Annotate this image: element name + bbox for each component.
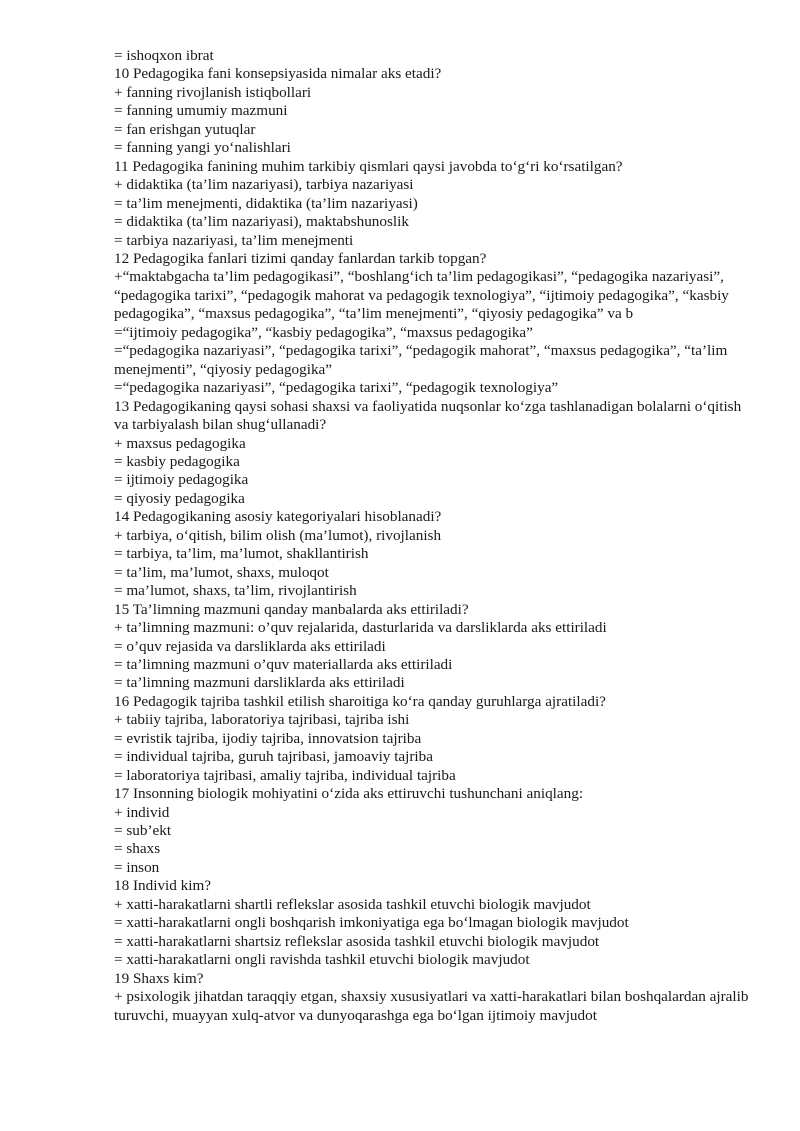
question-18: 18 Individ kim?	[114, 877, 212, 895]
answer-option: = ta’limning mazmuni o’quv materiallarda aks ettiriladi	[114, 655, 453, 673]
answer-option: =“pedagogika nazariyasi”, “pedagogika tarixi”, “pedagogik mahorat”, “maxsus pedagogika”, “ta’lim menejmenti”, “qiyosiy pedagogika”	[114, 342, 728, 378]
answer-option: = fan erishgan yutuqlar	[114, 120, 256, 138]
answer-option: + individ	[114, 803, 170, 821]
question-10: 10 Pedagogika fani konsepsiyasida nimalar aks etadi?	[114, 65, 442, 83]
question-16: 16 Pedagogik tajriba tashkil etilish sharoitiga ko‘ra qanday guruhlarga ajratiladi?	[114, 692, 606, 710]
answer-option: + didaktika (ta’lim nazariyasi), tarbiya nazariyasi	[114, 176, 414, 194]
question-14: 14 Pedagogikaning asosiy kategoriyalari hisoblanadi?	[114, 508, 442, 526]
answer-option: = xatti-harakatlarni ongli boshqarish imkoniyatiga ega bo‘lmagan biologik mavjudot	[114, 914, 629, 932]
answer-option: = inson	[114, 858, 160, 876]
answer-option: = tarbiya, ta’lim, ma’lumot, shakllantirish	[114, 545, 369, 563]
answer-option: + maxsus pedagogika	[114, 434, 246, 452]
question-17: 17 Insonning biologik mohiyatini o‘zida aks ettiruvchi tushunchani aniqlang:	[114, 785, 584, 803]
answer-option: = kasbiy pedagogika	[114, 452, 240, 470]
answer-option: =“pedagogika nazariyasi”, “pedagogika tarixi”, “pedagogik texnologiya”	[114, 379, 559, 397]
answer-option: = xatti-harakatlarni ongli ravishda tashkil etuvchi biologik mavjudot	[114, 951, 530, 969]
answer-option: = ijtimoiy pedagogika	[114, 471, 249, 489]
answer-option: + ta’limning mazmuni: o’quv rejalarida, dasturlarida va darsliklarda aks ettiriladi	[114, 619, 607, 637]
question-12: 12 Pedagogika fanlari tizimi qanday fanlardan tarkib topgan?	[114, 249, 487, 267]
answer-option: = evristik tajriba, ijodiy tajriba, innovatsion tajriba	[114, 729, 422, 747]
question-11: 11 Pedagogika fanining muhim tarkibiy qismlari qaysi javobda to‘g‘ri ko‘rsatilgan?	[114, 157, 623, 175]
answer-option: = ta’lim menejmenti, didaktika (ta’lim nazariyasi)	[114, 194, 418, 212]
answer-option: + tabiiy tajriba, laboratoriya tajribasi, tajriba ishi	[114, 711, 410, 729]
answer-option: = tarbiya nazariyasi, ta’lim menejmenti	[114, 231, 354, 249]
answer-option: + fanning rivojlanish istiqbollari	[114, 83, 312, 101]
question-19: 19 Shaxs kim?	[114, 969, 204, 987]
answer-option: = ta’lim, ma’lumot, shaxs, muloqot	[114, 563, 329, 581]
answer-option: =“ijtimoiy pedagogika”, “kasbiy pedagogika”, “maxsus pedagogika”	[114, 323, 533, 341]
answer-option: = shaxs	[114, 840, 161, 858]
answer-option: + tarbiya, o‘qitish, bilim olish (ma’lumot), rivojlanish	[114, 526, 442, 544]
answer-option: = didaktika (ta’lim nazariyasi), maktabshunoslik	[114, 213, 409, 231]
answer-option: = qiyosiy pedagogika	[114, 489, 245, 507]
answer-option: = ta’limning mazmuni darsliklarda aks ettiriladi	[114, 674, 405, 692]
answer-option: = sub’ekt	[114, 822, 172, 840]
answer-option: = xatti-harakatlarni shartsiz reflekslar asosida tashkil etuvchi biologik mavjudot	[114, 932, 600, 950]
answer-option: = ma’lumot, shaxs, ta’lim, rivojlantirish	[114, 582, 357, 600]
answer-option: +“maktabgacha ta’lim pedagogikasi”, “boshlang‘ich ta’lim pedagogikasi”, “pedagogika nazariyasi”, “pedagogika tarixi”, “pedagogik mahorat va pedagogik texnologiya”, “ijtimoiy pedagogika”, “kasbiy pedagogika”, “maxsus pedagogika”, “ta’lim menejmenti”, “qiyosiy pedagogika” va b	[114, 268, 729, 323]
answer-option: = fanning umumiy mazmuni	[114, 102, 288, 120]
answer-option: = ishoqxon ibrat	[114, 47, 214, 64]
answer-option: = laboratoriya tajribasi, amaliy tajriba, individual tajriba	[114, 766, 456, 784]
answer-option: = fanning yangi yo‘nalishlari	[114, 139, 291, 157]
question-13: 13 Pedagogikaning qaysi sohasi shaxsi va faoliyatida nuqsonlar ko‘zga tashlanadigan bolalarni o‘qitish va tarbiyalash bilan shug‘ullanadi?	[114, 397, 742, 434]
question-15: 15 Ta’limning mazmuni qanday manbalarda aks ettiriladi?	[114, 600, 469, 618]
answer-option: + xatti-harakatlarni shartli reflekslar asosida tashkil etuvchi biologik mavjudot	[114, 895, 591, 913]
document-page	[114, 47, 754, 1025]
answer-option: = individual tajriba, guruh tajribasi, jamoaviy tajriba	[114, 748, 433, 766]
answer-option: = o’quv rejasida va darsliklarda aks ettiriladi	[114, 637, 386, 655]
answer-option: + psixologik jihatdan taraqqiy etgan, shaxsiy xususiyatlari va xatti-harakatlari bilan boshqalardan ajralib turuvchi, muayyan xulq-atvor va dunyoqarashga ega bo‘lgan ijtimoiy mavjudot	[114, 988, 749, 1024]
